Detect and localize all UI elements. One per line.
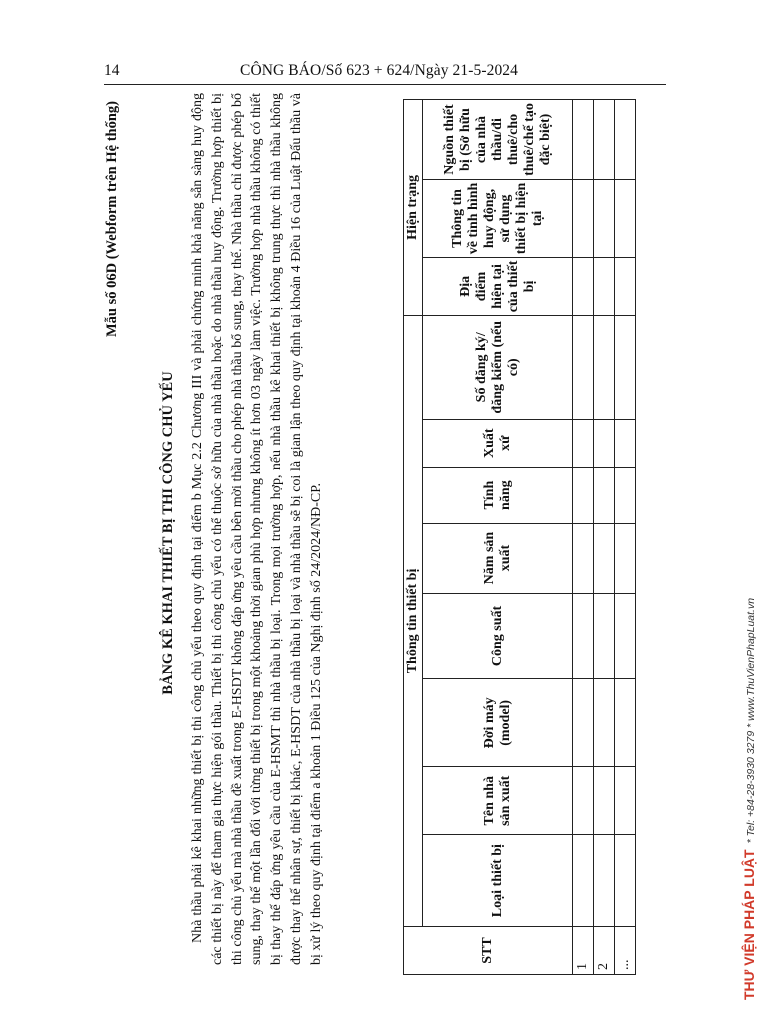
col-stt: STT — [404, 927, 573, 975]
col-registration: Số đăng ký/đăng kiểm (nếu có) — [423, 315, 573, 419]
group-status: Hiện trạng — [404, 100, 423, 316]
intro-paragraph: Nhà thầu phải kê khai những thiết bị thi công chủ yếu theo quy định tại điểm b Mục 2.2 Chương III và phải chứng minh khả năng sẵn sàng huy động các thiết bị này để tham gia thực hiện gói thầu. Thiết bị thi công chủ yếu có thể thuộc sở hữu của nhà thầu hoặc do nhà thầu huy động. Trường hợp thiết bị thi công chủ yếu mà nhà thầu đề xuất trong E-HSDT không đáp ứng yêu cầu bên mời thầu cho phép nhà thầu bổ sung, thay thế. Nhà thầu chỉ được phép bổ sung, thay thế một lần đối với từng thiết bị trong một khoảng thời gian phù hợp nhưng không ít hơn 03 ngày làm việc. Trường hợp nhà thầu không có thiết bị thay thế đáp ứng yêu cầu của E-HSMT thì nhà thầu bị loại. Trong mọi trường hợp, nếu nhà thầu kê khai thiết bị không trung thực thì nhà thầu không được thay thế nhân sự, thiết bị khác, E-HSDT của nhà thầu bị loại và nhà thầu sẽ bị coi là gian lận theo quy định tại khoản 4 Điều 16 của Luật Đấu thầu và bị xử lý theo quy định tại điểm a khoản 1 Điều 125 của Nghị định số 24/2024/NĐ-CP. — [190, 93, 324, 965]
col-location: Địa điểm hiện tại của thiết bị — [423, 257, 573, 315]
col-model: Đời máy (model) — [423, 679, 573, 767]
equipment-table — [403, 99, 636, 975]
table-row — [573, 100, 594, 975]
table-row — [594, 100, 615, 975]
col-maker: Tên nhà sản xuất — [423, 767, 573, 835]
footer-watermark — [741, 598, 759, 1000]
col-features: Tính năng — [423, 467, 573, 523]
footer-contact: * Tel: +84-28-3930 3279 * www.ThuVienPhapLuat.vn — [745, 597, 757, 844]
row-stt: 1 — [573, 927, 594, 975]
col-source: Nguồn thiết bị (Sở hữu của nhà thầu/đi thuê/cho thuê/chế tạo đặc biệt) — [423, 100, 573, 180]
row-stt: ... — [615, 927, 636, 975]
table-row — [615, 100, 636, 975]
page-number: 14 — [104, 62, 120, 79]
group-equipment-info: Thông tin thiết bị — [404, 315, 423, 926]
form-code: Mẫu số 06D (Webform trên Hệ thống) — [104, 101, 120, 338]
footer-brand: THƯ VIỆN PHÁP LUẬT — [741, 849, 757, 1000]
row-stt: 2 — [594, 927, 615, 975]
gazette-header: CÔNG BÁO/Số 623 + 624/Ngày 21-5-2024 — [240, 62, 518, 79]
col-origin: Xuất xứ — [423, 419, 573, 467]
col-year: Năm sản xuất — [423, 523, 573, 593]
col-type: Loại thiết bị — [423, 835, 573, 927]
col-power: Công suất — [423, 593, 573, 679]
rotated-page-content — [98, 83, 668, 983]
col-usage: Thông tin về tình hình huy động, sử dụng thiết bị hiện tại — [423, 180, 573, 258]
document-title: BẢNG KÊ KHAI THIẾT BỊ THI CÔNG CHỦ YẾU — [160, 371, 176, 695]
